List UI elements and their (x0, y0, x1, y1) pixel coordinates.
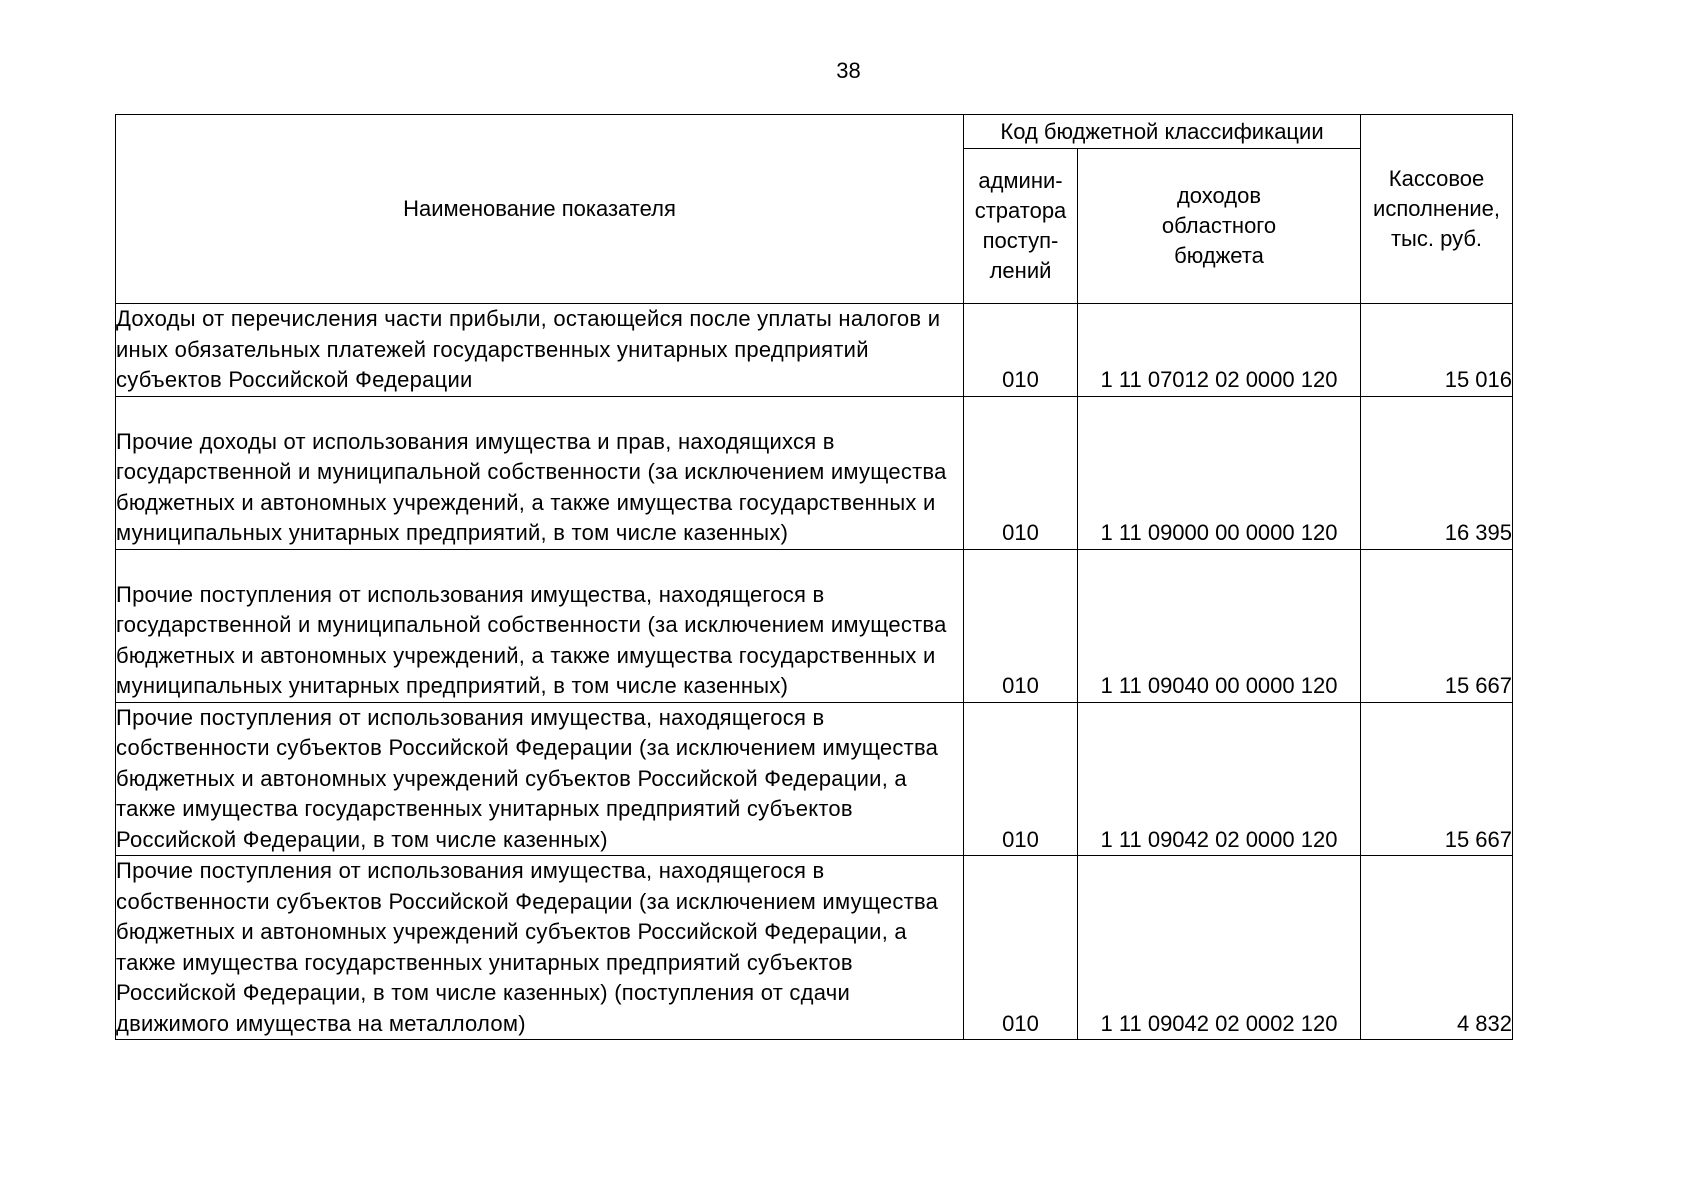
table-row (116, 549, 1513, 702)
row-name: Прочие поступления от использования имущества, находящегося в государственной и муниципальной собственности (за исключением имущества бюджетных и автономных учреждений, а также имущества государственных и муниципальных унитарных предприятий, в том числе казенных) (116, 549, 964, 702)
row-amount: 16 395 (1361, 396, 1513, 549)
table-row (116, 396, 1513, 549)
header-amount: Кассовое исполнение, тыс. руб. (1361, 115, 1513, 304)
row-amount: 15 016 (1361, 304, 1513, 397)
row-name: Прочие поступления от использования имущества, находящегося в собственности субъектов Российской Федерации (за исключением имущества бюджетных и автономных учреждений субъектов Российской Федерации, а также имущества государственных унитарных предприятий субъектов Российской Федерации, в том числе казенных) (116, 702, 964, 856)
row-admin-code: 010 (964, 396, 1078, 549)
header-row-top (116, 115, 1513, 149)
row-name: Доходы от перечисления части прибыли, остающейся после уплаты налогов и иных обязательных платежей государственных унитарных предприятий субъектов Российской Федерации (116, 304, 964, 397)
header-income: доходов областного бюджета (1078, 149, 1361, 304)
budget-table (115, 114, 1513, 1040)
row-admin-code: 010 (964, 549, 1078, 702)
row-income-code: 1 11 09042 02 0002 120 (1078, 856, 1361, 1040)
row-amount: 4 832 (1361, 856, 1513, 1040)
row-name: Прочие доходы от использования имущества и прав, находящихся в государственной и муниципальной собственности (за исключением имущества бюджетных и автономных учреждений, а также имущества государственных и муниципальных унитарных предприятий, в том числе казенных) (116, 396, 964, 549)
row-name: Прочие поступления от использования имущества, находящегося в собственности субъектов Российской Федерации (за исключением имущества бюджетных и автономных учреждений субъектов Российской Федерации, а также имущества государственных унитарных предприятий субъектов Российской Федерации, в том числе казенных) (поступления от сдачи движимого имущества на металлолом) (116, 856, 964, 1040)
row-amount: 15 667 (1361, 702, 1513, 856)
row-income-code: 1 11 09000 00 0000 120 (1078, 396, 1361, 549)
row-income-code: 1 11 09040 00 0000 120 (1078, 549, 1361, 702)
table-row (116, 304, 1513, 397)
row-admin-code: 010 (964, 304, 1078, 397)
row-amount: 15 667 (1361, 549, 1513, 702)
header-admin: админи- стратора поступ- лений (964, 149, 1078, 304)
row-admin-code: 010 (964, 702, 1078, 856)
table-row (116, 856, 1513, 1040)
header-name: Наименование показателя (116, 115, 964, 304)
row-admin-code: 010 (964, 856, 1078, 1040)
header-code-group: Код бюджетной классификации (964, 115, 1361, 149)
table-row (116, 702, 1513, 856)
row-income-code: 1 11 09042 02 0000 120 (1078, 702, 1361, 856)
page-number: 38 (836, 58, 861, 83)
row-income-code: 1 11 07012 02 0000 120 (1078, 304, 1361, 397)
